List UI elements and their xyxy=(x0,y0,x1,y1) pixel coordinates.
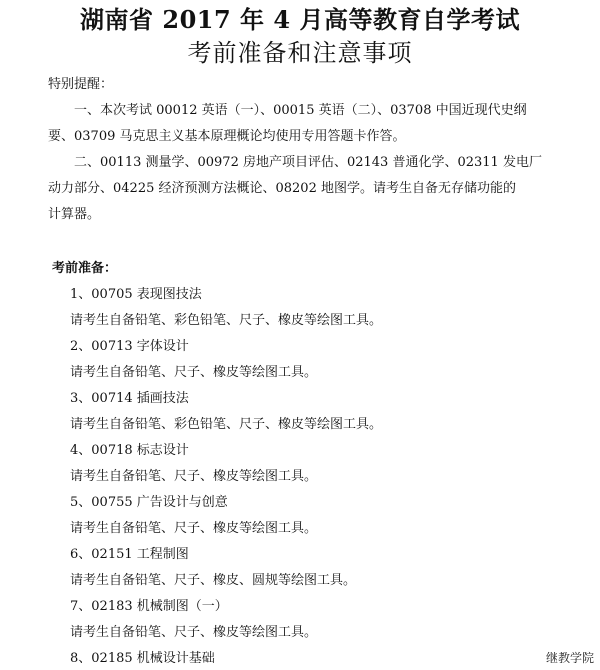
prep-item-note: 请考生自备铅笔、尺子、橡皮等绘图工具。 xyxy=(70,469,318,484)
prep-item-title: 4、00718 标志设计 xyxy=(70,443,189,458)
reminder-line-2b: 动力部分、04225 经济预测方法概论、08202 地图学。请考生自备无存储功能的 xyxy=(48,181,516,196)
reminder-line-1a: 一、本次考试 00012 英语（一）、00015 英语（二）、03708 中国近现代史纲 xyxy=(74,103,527,118)
reminder-heading: 特别提醒： xyxy=(48,77,114,92)
prep-item-note: 请考生自备铅笔、尺子、橡皮、圆规等绘图工具。 xyxy=(70,573,357,588)
prep-item-title: 5、00755 广告设计与创意 xyxy=(70,495,228,510)
prep-item-title: 2、00713 字体设计 xyxy=(70,339,189,354)
document-subtitle: 考前准备和注意事项 xyxy=(187,39,413,67)
reminder-line-1b: 要、03709 马克思主义基本原理概论均使用专用答题卡作答。 xyxy=(48,129,406,144)
prep-item-note: 请考生自备铅笔、尺子、橡皮等绘图工具。 xyxy=(70,521,318,536)
prep-item-note: 请考生自备铅笔、彩色铅笔、尺子、橡皮等绘图工具。 xyxy=(70,417,383,432)
reminder-line-2c: 计算器。 xyxy=(48,207,101,222)
reminder-line-2a: 二、00113 测量学、00972 房地产项目评估、02143 普通化学、02311 发电厂 xyxy=(74,155,542,170)
prep-item-title: 3、00714 插画技法 xyxy=(70,391,189,406)
prep-item-title: 7、02183 机械制图（一） xyxy=(70,599,228,614)
prep-item-title: 8、02185 机械设计基础 xyxy=(70,651,215,666)
watermark: 继教学院 xyxy=(545,651,594,665)
prep-item-note: 请考生自备铅笔、尺子、橡皮等绘图工具。 xyxy=(70,365,318,380)
prep-item-title: 1、00705 表现图技法 xyxy=(70,287,202,302)
prep-item-title: 6、02151 工程制图 xyxy=(70,547,189,562)
prep-item-note: 请考生自备铅笔、彩色铅笔、尺子、橡皮等绘图工具。 xyxy=(70,313,383,328)
document-title: 湖南省 2017 年 4 月高等教育自学考试 xyxy=(80,5,520,34)
prep-item-note: 请考生自备铅笔、尺子、橡皮等绘图工具。 xyxy=(70,625,318,640)
preparation-heading: 考前准备： xyxy=(52,261,118,276)
